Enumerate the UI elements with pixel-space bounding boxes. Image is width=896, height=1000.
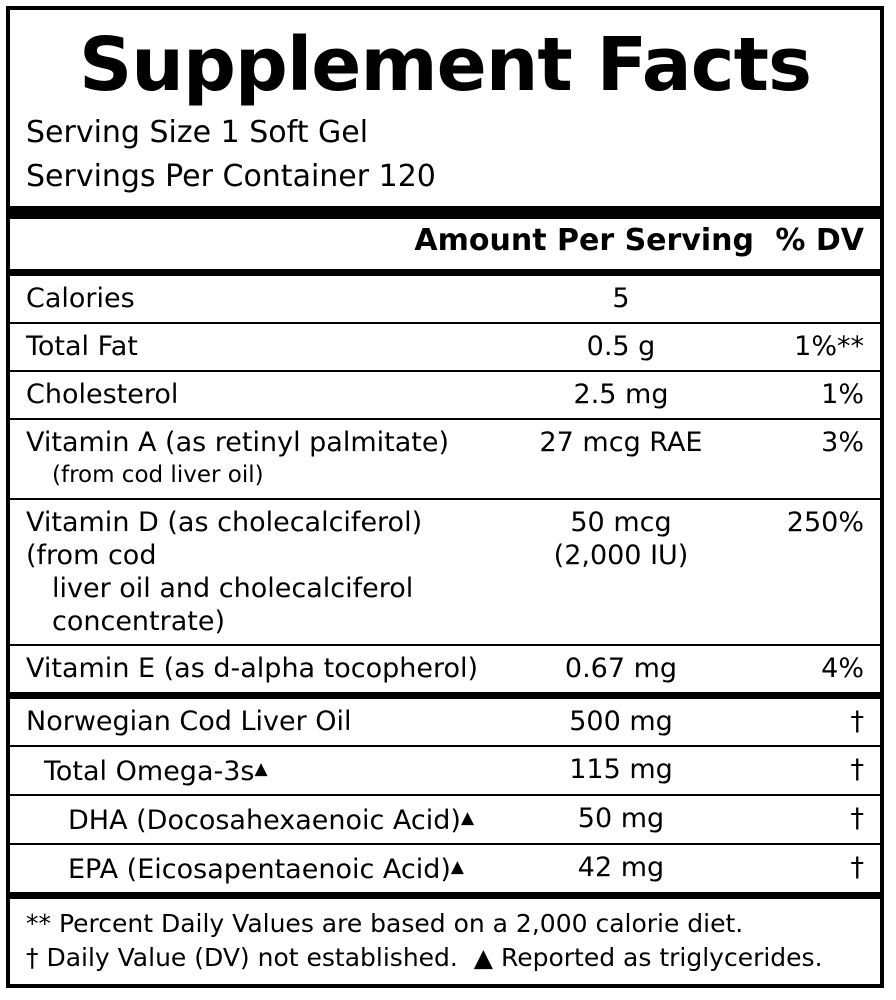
nutrient-name: Cholesterol (26, 379, 179, 410)
triglyceride-marker-icon: ▲ (450, 857, 464, 877)
nutrient-name-text: EPA (Eicosapentaenoic Acid) (68, 854, 451, 885)
triglyceride-marker-icon: ▲ (460, 808, 475, 828)
table-row (26, 420, 864, 498)
nutrient-amount: 2.5 mg (573, 379, 669, 410)
footnote-triglycerides: ▲ Reported as triglycerides. (473, 943, 823, 972)
triglyceride-marker-icon: ▲ (254, 759, 268, 779)
nutrient-amount: 50 mg (577, 803, 665, 834)
footnote-line-2 (26, 941, 864, 975)
nutrient-name (26, 506, 496, 638)
nutrient-amount: 5 (612, 283, 630, 314)
nutrient-dv: 1% (821, 379, 864, 410)
divider-medium-bottom (10, 892, 880, 899)
nutrient-dv: † (850, 803, 864, 834)
table-row (26, 796, 864, 843)
nutrient-name: Calories (26, 283, 135, 314)
nutrient-name-text: DHA (Docosahexaenoic Acid) (68, 805, 461, 836)
nutrient-name (26, 753, 496, 788)
column-headers (26, 219, 864, 269)
nutrient-name-line1: Vitamin D (as cholecalciferol)(from cod (26, 507, 423, 571)
nutrient-dv: 3% (821, 427, 864, 458)
nutrient-amount: 27 mcg RAE (539, 427, 703, 458)
header-percent-dv: % DV (775, 223, 864, 258)
footnote-daily-values: ** Percent Daily Values are based on a 2,000 calorie diet. (26, 909, 744, 938)
table-row (26, 500, 864, 644)
table-row (26, 699, 864, 745)
divider-medium (10, 692, 880, 699)
nutrient-name: Total Fat (26, 331, 138, 362)
nutrient-name (26, 426, 496, 492)
nutrient-dv: † (850, 852, 864, 883)
nutrient-amount-line2: (2,000 IU) (553, 540, 689, 571)
table-row (26, 324, 864, 370)
nutrient-amount: 0.5 g (586, 331, 656, 362)
nutrient-dv: 250% (786, 507, 864, 538)
nutrient-dv: 1%** (794, 331, 864, 362)
supplement-facts-panel (6, 6, 884, 988)
divider-under-headers (10, 269, 880, 276)
table-row (26, 747, 864, 794)
nutrient-name: Vitamin E (as d-alpha tocopherol) (26, 653, 479, 684)
nutrient-name (26, 851, 496, 886)
servings-per-container: Servings Per Container 120 (26, 159, 436, 194)
header-amount-per-serving: Amount Per Serving (414, 223, 754, 258)
nutrient-name-line1: Vitamin A (as retinyl palmitate) (26, 427, 450, 458)
table-row (26, 276, 864, 322)
page-title: Supplement Facts (78, 22, 812, 108)
footnote-dv-not-established: † Daily Value (DV) not established. (26, 943, 458, 972)
nutrient-name-text: Total Omega-3s (44, 756, 255, 787)
nutrient-name: Norwegian Cod Liver Oil (26, 706, 352, 737)
nutrient-amount-line1: 50 mcg (570, 507, 672, 538)
nutrient-amount: 500 mg (569, 706, 673, 737)
nutrient-amount: 42 mg (577, 852, 665, 883)
table-row (26, 845, 864, 892)
divider-thick-top (10, 206, 880, 219)
nutrient-amount: 115 mg (569, 754, 673, 785)
nutrient-amount: 0.67 mg (564, 653, 678, 684)
nutrient-amount (496, 506, 746, 572)
table-row (26, 372, 864, 418)
nutrient-dv: † (850, 754, 864, 785)
nutrient-dv: † (850, 706, 864, 737)
table-row (26, 646, 864, 692)
nutrient-dv: 4% (821, 653, 864, 684)
nutrient-name-line2: liver oil and cholecalciferol concentrate) (52, 573, 414, 637)
nutrient-name-line2: (from cod liver oil) (52, 462, 264, 488)
serving-size: Serving Size 1 Soft Gel (26, 115, 369, 150)
footnotes (26, 899, 864, 975)
nutrient-name (26, 802, 496, 837)
